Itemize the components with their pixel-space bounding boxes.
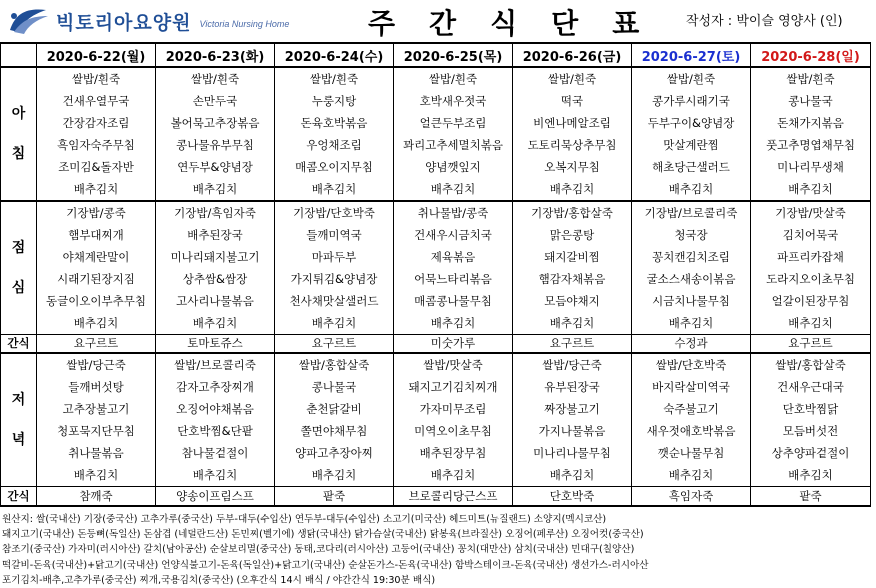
menu-cell [156, 353, 275, 487]
menu-cell [632, 201, 751, 335]
menu-item: 쌀밥/당근죽 [542, 358, 602, 372]
menu-cell [394, 67, 513, 201]
menu-item: 배추김치 [192, 182, 238, 196]
menu-item: 배추된장무침 [419, 446, 487, 460]
menu-item: 깻순나물무침 [657, 446, 725, 460]
menu-item: 감자고추장찌개 [176, 380, 254, 394]
snack-cell: 팥죽 [275, 487, 394, 507]
menu-item: 미나리돼지불고기 [170, 250, 260, 264]
snack-label: 간식 [1, 487, 37, 507]
menu-item: 천사채맛살샐러드 [289, 294, 379, 308]
menu-item: 가지튀김&양념장 [290, 272, 378, 286]
menu-item: 배추김치 [549, 468, 595, 482]
menu-cell [632, 353, 751, 487]
menu-cell [632, 67, 751, 201]
menu-item: 흑임자숙주무침 [57, 138, 135, 152]
snack-cell: 토마토쥬스 [156, 335, 275, 354]
menu-item: 동글이오이부추무침 [46, 294, 146, 308]
snack-cell: 요구르트 [751, 335, 871, 354]
origin-line: 돼지고기(국내산) 돈등뼈(독일산) 돈삼겹 (네덜란드산) 돈민찌(벨기에) 생닭(국내산) 닭가슴살(국내산) 닭봉육(브라질산) 오징어(페루산) 오징어컷(중국산) [2, 529, 644, 541]
date-header: 2020-6-23(화) [156, 43, 275, 67]
origin-line: 원산지: 쌀(국내산) 기장(중국산) 고추가루(중국산) 두부-대두(수입산) 연두부-대두(수입산) 소고기(미국산) 헤드미트(뉴질랜드) 소양지(멕시코산) [2, 514, 607, 525]
menu-cell [37, 201, 156, 335]
menu-cell [513, 353, 632, 487]
corner-cell [1, 43, 37, 67]
menu-item: 단호박찜닭 [782, 402, 839, 416]
snack-label: 간식 [1, 335, 37, 354]
origin-line: 포기김치-배추,고추가루(중국산) 찌개,국용김치(중국산) (오후간식 14시 배식 / 야간간식 19:30분 배식) [2, 574, 436, 586]
menu-item: 비엔나메알조림 [533, 116, 611, 130]
menu-cell [275, 353, 394, 487]
menu-item: 새우젓애호박볶음 [646, 424, 736, 438]
page-title: 주간식단표 [368, 7, 674, 40]
menu-item: 꽁치캔김치조림 [652, 250, 730, 264]
origin-line: 참조기(중국산) 가자미(러시아산) 갈치(남아공산) 순살보리멸(중국산) 동태,코다리(러시아산) 고등어(국내산) 꽁치(대만산) 삼치(국내산) 민대구(칠양산) [2, 544, 635, 556]
menu-item: 콩나물유부무침 [176, 138, 254, 152]
menu-item: 양파고추장아찌 [295, 446, 373, 460]
date-header-sunday: 2020-6-28(일) [751, 43, 871, 67]
menu-item: 배추김치 [430, 182, 476, 196]
menu-item: 쌀밥/흰죽 [309, 72, 359, 86]
menu-item: 누룽지탕 [311, 94, 357, 108]
menu-item: 건새우시금치국 [414, 228, 492, 242]
menu-item: 쌀밥/브로콜리죽 [174, 358, 256, 372]
meal-label: 저 녁 [1, 353, 37, 487]
menu-item: 풋고추명엽채무침 [766, 138, 855, 152]
menu-cell [394, 353, 513, 487]
menu-item: 배추김치 [788, 182, 833, 196]
menu-item: 배추김치 [430, 316, 476, 330]
menu-item: 어묵느타리볶음 [414, 272, 492, 286]
menu-item: 콩나물국 [311, 380, 357, 394]
menu-item: 쌀밥/홍합살죽 [298, 358, 370, 372]
menu-item: 해초당근샐러드 [652, 160, 730, 174]
menu-item: 건새우근대국 [777, 380, 844, 394]
menu-item: 햄감자채볶음 [538, 272, 606, 286]
menu-item: 오징어야채볶음 [176, 402, 254, 416]
menu-item: 떡국 [560, 94, 584, 108]
menu-item: 배추김치 [668, 316, 714, 330]
menu-item: 배추김치 [668, 182, 714, 196]
snack-cell: 미숫가루 [394, 335, 513, 354]
menu-item: 배추김치 [788, 468, 833, 482]
menu-cell [751, 201, 871, 335]
menu-item: 야채계란말이 [62, 250, 130, 264]
menu-item: 쌀밥/당근죽 [66, 358, 126, 372]
meal-label: 아 침 [1, 67, 37, 201]
menu-cell [394, 201, 513, 335]
snack-cell: 단호박죽 [513, 487, 632, 507]
dinner-row [1, 353, 871, 487]
menu-item: 쌀밥/흰죽 [190, 72, 240, 86]
snack2-row [1, 487, 871, 507]
menu-item: 쌀밥/흰죽 [428, 72, 478, 86]
menu-item: 쫄면야채무침 [300, 424, 368, 438]
menu-item: 짜장불고기 [544, 402, 600, 416]
menu-cell [156, 201, 275, 335]
menu-item: 배추된장국 [187, 228, 243, 242]
menu-item: 콩가루시래기국 [652, 94, 730, 108]
snack1-row [1, 335, 871, 354]
menu-item: 김치어묵국 [782, 228, 839, 242]
menu-item: 우엉채조림 [306, 138, 362, 152]
menu-item: 매콤오이지무침 [295, 160, 373, 174]
menu-item: 손만두국 [192, 94, 238, 108]
menu-item: 쌀밥/흰죽 [786, 72, 835, 86]
menu-item: 배추김치 [73, 182, 119, 196]
menu-item: 기장밥/콩죽 [66, 206, 126, 220]
logo-english-name: Victoria Nursing Home [199, 19, 290, 29]
menu-item: 쌀밥/흰죽 [71, 72, 121, 86]
menu-item: 도라지오이초무침 [766, 272, 855, 286]
logo-name: 빅토리아요양원 [56, 11, 192, 34]
author-label: 작성자 : 박이슬 영양사 (인) [686, 14, 843, 29]
menu-item: 모듬버섯전 [782, 424, 839, 438]
origin-notes [2, 512, 874, 588]
menu-item: 햄부대찌개 [68, 228, 124, 242]
menu-item: 춘천닭갈비 [306, 402, 362, 416]
menu-item: 미나리무생채 [777, 160, 844, 174]
menu-item: 쌀밥/흰죽 [547, 72, 597, 86]
menu-item: 미역오이초무침 [414, 424, 492, 438]
menu-cell [275, 201, 394, 335]
menu-cell [751, 353, 871, 487]
snack-cell: 수정과 [632, 335, 751, 354]
lunch-row [1, 201, 871, 335]
menu-item: 돈육호박볶음 [300, 116, 368, 130]
menu-item: 상추쌈&쌈장 [182, 272, 248, 286]
header [0, 0, 876, 42]
menu-item: 들깨미역국 [306, 228, 362, 242]
date-header: 2020-6-26(금) [513, 43, 632, 67]
menu-item: 얼갈이된장무침 [771, 294, 850, 308]
menu-item: 배추김치 [73, 316, 119, 330]
menu-item: 단호박찜&단팥 [177, 424, 253, 438]
menu-item: 꽈리고추세멸치볶음 [403, 138, 503, 152]
weekly-menu-table [0, 42, 871, 507]
menu-item: 고사리나물볶음 [176, 294, 254, 308]
date-header-row [1, 43, 871, 67]
menu-item: 쌀밥/흰죽 [666, 72, 716, 86]
menu-item: 배추김치 [788, 316, 833, 330]
menu-item: 쌀밥/단호박죽 [655, 358, 727, 372]
menu-item: 쌀밥/맛살죽 [423, 358, 483, 372]
snack-cell: 브로콜리당근스프 [394, 487, 513, 507]
date-header: 2020-6-22(월) [37, 43, 156, 67]
date-header: 2020-6-25(목) [394, 43, 513, 67]
menu-item: 배추김치 [73, 468, 119, 482]
menu-item: 돼지갈비찜 [544, 250, 600, 264]
date-header-saturday: 2020-6-27(토) [632, 43, 751, 67]
menu-item: 호박새우젓국 [419, 94, 487, 108]
menu-item: 오복지무침 [544, 160, 600, 174]
menu-item: 돼지고기김치찌개 [408, 380, 498, 394]
menu-item: 시래기된장지짐 [57, 272, 135, 286]
menu-item: 청국장 [674, 228, 708, 242]
menu-item: 건새우열무국 [62, 94, 130, 108]
menu-item: 기장밥/맛살죽 [775, 206, 846, 220]
menu-cell [156, 67, 275, 201]
meal-label: 점 심 [1, 201, 37, 335]
menu-item: 청포묵지단무침 [57, 424, 135, 438]
menu-cell [751, 67, 871, 201]
menu-item: 양념깻잎지 [425, 160, 481, 174]
menu-item: 조미김&돌자반 [58, 160, 134, 174]
menu-item: 굴소스새송이볶음 [646, 272, 736, 286]
menu-cell [275, 67, 394, 201]
menu-item: 맛살계란찜 [663, 138, 719, 152]
menu-item: 기장밥/단호박죽 [293, 206, 375, 220]
menu-item: 참나물겉절이 [181, 446, 249, 460]
menu-item: 기장밥/흑임자죽 [174, 206, 256, 220]
menu-item: 시금치나물무침 [652, 294, 730, 308]
menu-item: 쌀밥/홍합살죽 [775, 358, 846, 372]
menu-cell [513, 201, 632, 335]
menu-item: 고추장불고기 [62, 402, 130, 416]
menu-item: 마파두부 [311, 250, 357, 264]
menu-item: 콩나물국 [788, 94, 833, 108]
menu-item: 얼큰두부조림 [419, 116, 487, 130]
snack-cell: 팥죽 [751, 487, 871, 507]
snack-cell: 요구르트 [275, 335, 394, 354]
menu-item: 취나물볶음 [68, 446, 124, 460]
menu-item: 두부구이&양념장 [647, 116, 735, 130]
menu-item: 매콤콩나물무침 [414, 294, 492, 308]
menu-item: 유부된장국 [544, 380, 600, 394]
date-header: 2020-6-24(수) [275, 43, 394, 67]
menu-item: 파프리카잡채 [777, 250, 844, 264]
menu-item: 도토리묵상추무침 [527, 138, 617, 152]
snack-cell: 참깨죽 [37, 487, 156, 507]
menu-item: 배추김치 [311, 468, 357, 482]
menu-item: 미나리나물무침 [533, 446, 611, 460]
menu-item: 간장감자조림 [62, 116, 130, 130]
menu-item: 취나물밥/콩죽 [417, 206, 489, 220]
menu-item: 배추김치 [668, 468, 714, 482]
menu-item: 제육볶음 [430, 250, 476, 264]
menu-cell [37, 67, 156, 201]
menu-item: 맑은콩탕 [549, 228, 595, 242]
snack-cell: 요구르트 [513, 335, 632, 354]
menu-item: 배추김치 [430, 468, 476, 482]
menu-item: 들깨버섯탕 [68, 380, 124, 394]
menu-item: 배추김치 [311, 182, 357, 196]
menu-item: 상추양파겉절이 [771, 446, 850, 460]
logo-icon [6, 6, 50, 36]
menu-item: 돈채가지볶음 [777, 116, 844, 130]
snack-cell: 양송이프림스프 [156, 487, 275, 507]
breakfast-row [1, 67, 871, 201]
menu-item: 배추김치 [549, 182, 595, 196]
logo [6, 4, 336, 38]
menu-item: 기장밥/브로콜리죽 [644, 206, 738, 220]
menu-item: 숙주불고기 [663, 402, 719, 416]
menu-item: 가지나물볶음 [538, 424, 606, 438]
menu-item: 배추김치 [549, 316, 595, 330]
menu-item: 배추김치 [311, 316, 357, 330]
menu-item: 기장밥/홍합살죽 [531, 206, 613, 220]
menu-item: 모듬야채지 [544, 294, 600, 308]
origin-line: 떡갈비-돈육(국내산)+닭고기(국내산) 언양식불고기-돈육(독일산)+닭고기(국내산) 순살돈가스-돈육(국내산) 함박스테이크-돈육(국내산) 생선가스-러시아산 [2, 559, 649, 571]
menu-item: 바지락살미역국 [652, 380, 730, 394]
snack-cell: 흑임자죽 [632, 487, 751, 507]
menu-item: 가자미무조림 [419, 402, 487, 416]
snack-cell: 요구르트 [37, 335, 156, 354]
menu-item: 연두부&양념장 [177, 160, 253, 174]
menu-cell [37, 353, 156, 487]
menu-item: 배추김치 [192, 468, 238, 482]
menu-item: 볼어묵고추장볶음 [170, 116, 260, 130]
menu-cell [513, 67, 632, 201]
menu-item: 배추김치 [192, 316, 238, 330]
